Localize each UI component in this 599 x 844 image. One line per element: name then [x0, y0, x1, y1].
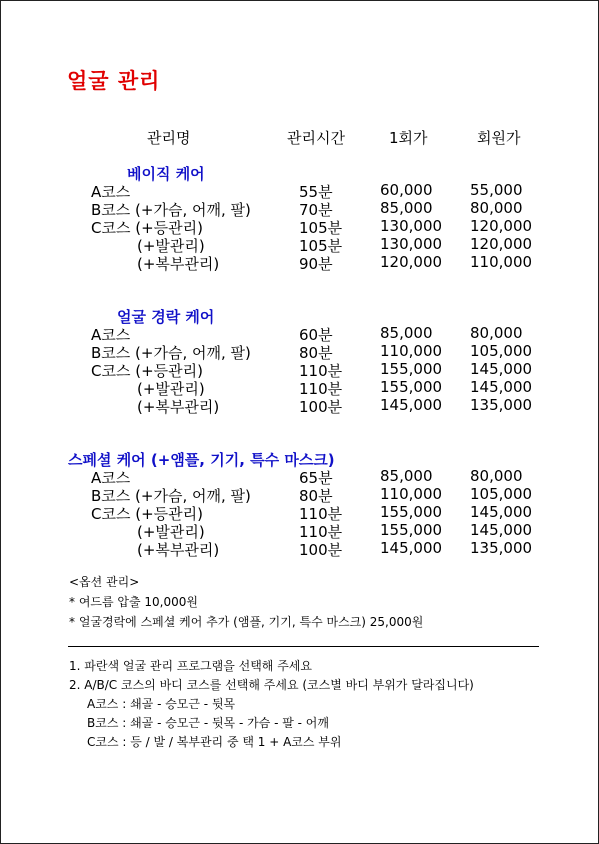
- course-member-price: 80,000: [470, 324, 523, 342]
- table-row: [1, 181, 598, 199]
- divider: [68, 646, 539, 647]
- course-member-price: 55,000: [470, 181, 523, 199]
- course-member-price: 120,000: [470, 235, 533, 253]
- instruction-line: 2. A/B/C 코스의 바디 코스를 선택해 주세요 (코스별 바디 부위가 달라집니다): [69, 678, 474, 692]
- course-member-price: 145,000: [470, 503, 533, 521]
- table-row: [1, 235, 598, 253]
- table-row: [1, 199, 598, 217]
- course-member-price: 105,000: [470, 485, 533, 503]
- instruction-line: 1. 파란색 얼굴 관리 프로그램을 선택해 주세요: [69, 659, 312, 673]
- course-price: 60,000: [380, 181, 433, 199]
- course-name: (+발관리): [137, 237, 205, 255]
- header-price: 1회가: [389, 129, 428, 147]
- course-member-price: 135,000: [470, 539, 533, 557]
- table-row: [1, 378, 598, 396]
- course-member-price: 135,000: [470, 396, 533, 414]
- course-name: C코스 (+등관리): [91, 505, 203, 523]
- course-time: 65분: [299, 469, 333, 487]
- table-row: [1, 324, 598, 342]
- course-member-price: 80,000: [470, 467, 523, 485]
- option-item: * 얼굴경락에 스페셜 케어 추가 (앰플, 기기, 특수 마스크) 25,000원: [69, 615, 424, 629]
- course-name: A코스: [91, 469, 131, 487]
- header-member-price: 회원가: [477, 129, 521, 147]
- table-row: [1, 539, 598, 557]
- course-time: 110분: [299, 362, 343, 380]
- course-time: 90분: [299, 255, 333, 273]
- page-title: 얼굴 관리: [67, 69, 161, 93]
- section-title-basic: 베이직 케어: [127, 165, 205, 183]
- course-name: (+발관리): [137, 523, 205, 541]
- options-heading: <옵션 관리>: [69, 575, 140, 589]
- course-name: B코스 (+가슴, 어깨, 팔): [91, 201, 251, 219]
- course-name: A코스: [91, 183, 131, 201]
- table-row: [1, 360, 598, 378]
- course-price: 155,000: [380, 360, 443, 378]
- table-row: [1, 253, 598, 271]
- course-time: 80분: [299, 487, 333, 505]
- course-price: 120,000: [380, 253, 443, 271]
- table-row: [1, 467, 598, 485]
- course-price: 130,000: [380, 217, 443, 235]
- course-member-price: 110,000: [470, 253, 533, 271]
- section-title-face-meridian: 얼굴 경락 케어: [117, 308, 215, 326]
- instruction-course-a: A코스 : 쇄골 - 승모근 - 뒷목: [87, 697, 236, 711]
- table-row: [1, 521, 598, 539]
- course-time: 100분: [299, 398, 343, 416]
- course-time: 100분: [299, 541, 343, 559]
- course-time: 105분: [299, 237, 343, 255]
- option-item: * 여드름 압출 10,000원: [69, 595, 198, 609]
- course-name: (+복부관리): [137, 541, 220, 559]
- section-title-special: 스페셜 케어 (+앰플, 기기, 특수 마스크): [68, 451, 335, 469]
- course-name: B코스 (+가슴, 어깨, 팔): [91, 487, 251, 505]
- course-time: 110분: [299, 505, 343, 523]
- course-price: 85,000: [380, 467, 433, 485]
- table-row: [1, 342, 598, 360]
- course-price: 130,000: [380, 235, 443, 253]
- course-time: 60분: [299, 326, 333, 344]
- course-member-price: 80,000: [470, 199, 523, 217]
- course-time: 80분: [299, 344, 333, 362]
- course-member-price: 105,000: [470, 342, 533, 360]
- course-member-price: 120,000: [470, 217, 533, 235]
- course-name: (+발관리): [137, 380, 205, 398]
- course-time: 110분: [299, 380, 343, 398]
- table-row: [1, 217, 598, 235]
- course-name: (+복부관리): [137, 398, 220, 416]
- course-time: 70분: [299, 201, 333, 219]
- course-price: 155,000: [380, 503, 443, 521]
- course-member-price: 145,000: [470, 378, 533, 396]
- course-price: 145,000: [380, 396, 443, 414]
- course-price: 145,000: [380, 539, 443, 557]
- course-price: 155,000: [380, 521, 443, 539]
- instruction-course-c: C코스 : 등 / 발 / 복부관리 중 택 1 + A코스 부위: [87, 735, 342, 749]
- course-name: B코스 (+가슴, 어깨, 팔): [91, 344, 251, 362]
- course-name: A코스: [91, 326, 131, 344]
- course-price: 85,000: [380, 199, 433, 217]
- header-name: 관리명: [147, 129, 191, 147]
- course-member-price: 145,000: [470, 360, 533, 378]
- course-name: C코스 (+등관리): [91, 219, 203, 237]
- course-price: 85,000: [380, 324, 433, 342]
- course-name: C코스 (+등관리): [91, 362, 203, 380]
- course-time: 105분: [299, 219, 343, 237]
- course-time: 110분: [299, 523, 343, 541]
- course-time: 55분: [299, 183, 333, 201]
- course-price: 110,000: [380, 485, 443, 503]
- course-price: 110,000: [380, 342, 443, 360]
- course-name: (+복부관리): [137, 255, 220, 273]
- table-row: [1, 485, 598, 503]
- course-member-price: 145,000: [470, 521, 533, 539]
- course-price: 155,000: [380, 378, 443, 396]
- table-row: [1, 396, 598, 414]
- header-time: 관리시간: [287, 129, 345, 147]
- instruction-course-b: B코스 : 쇄골 - 승모근 - 뒷목 - 가슴 - 팔 - 어깨: [87, 716, 329, 730]
- table-row: [1, 503, 598, 521]
